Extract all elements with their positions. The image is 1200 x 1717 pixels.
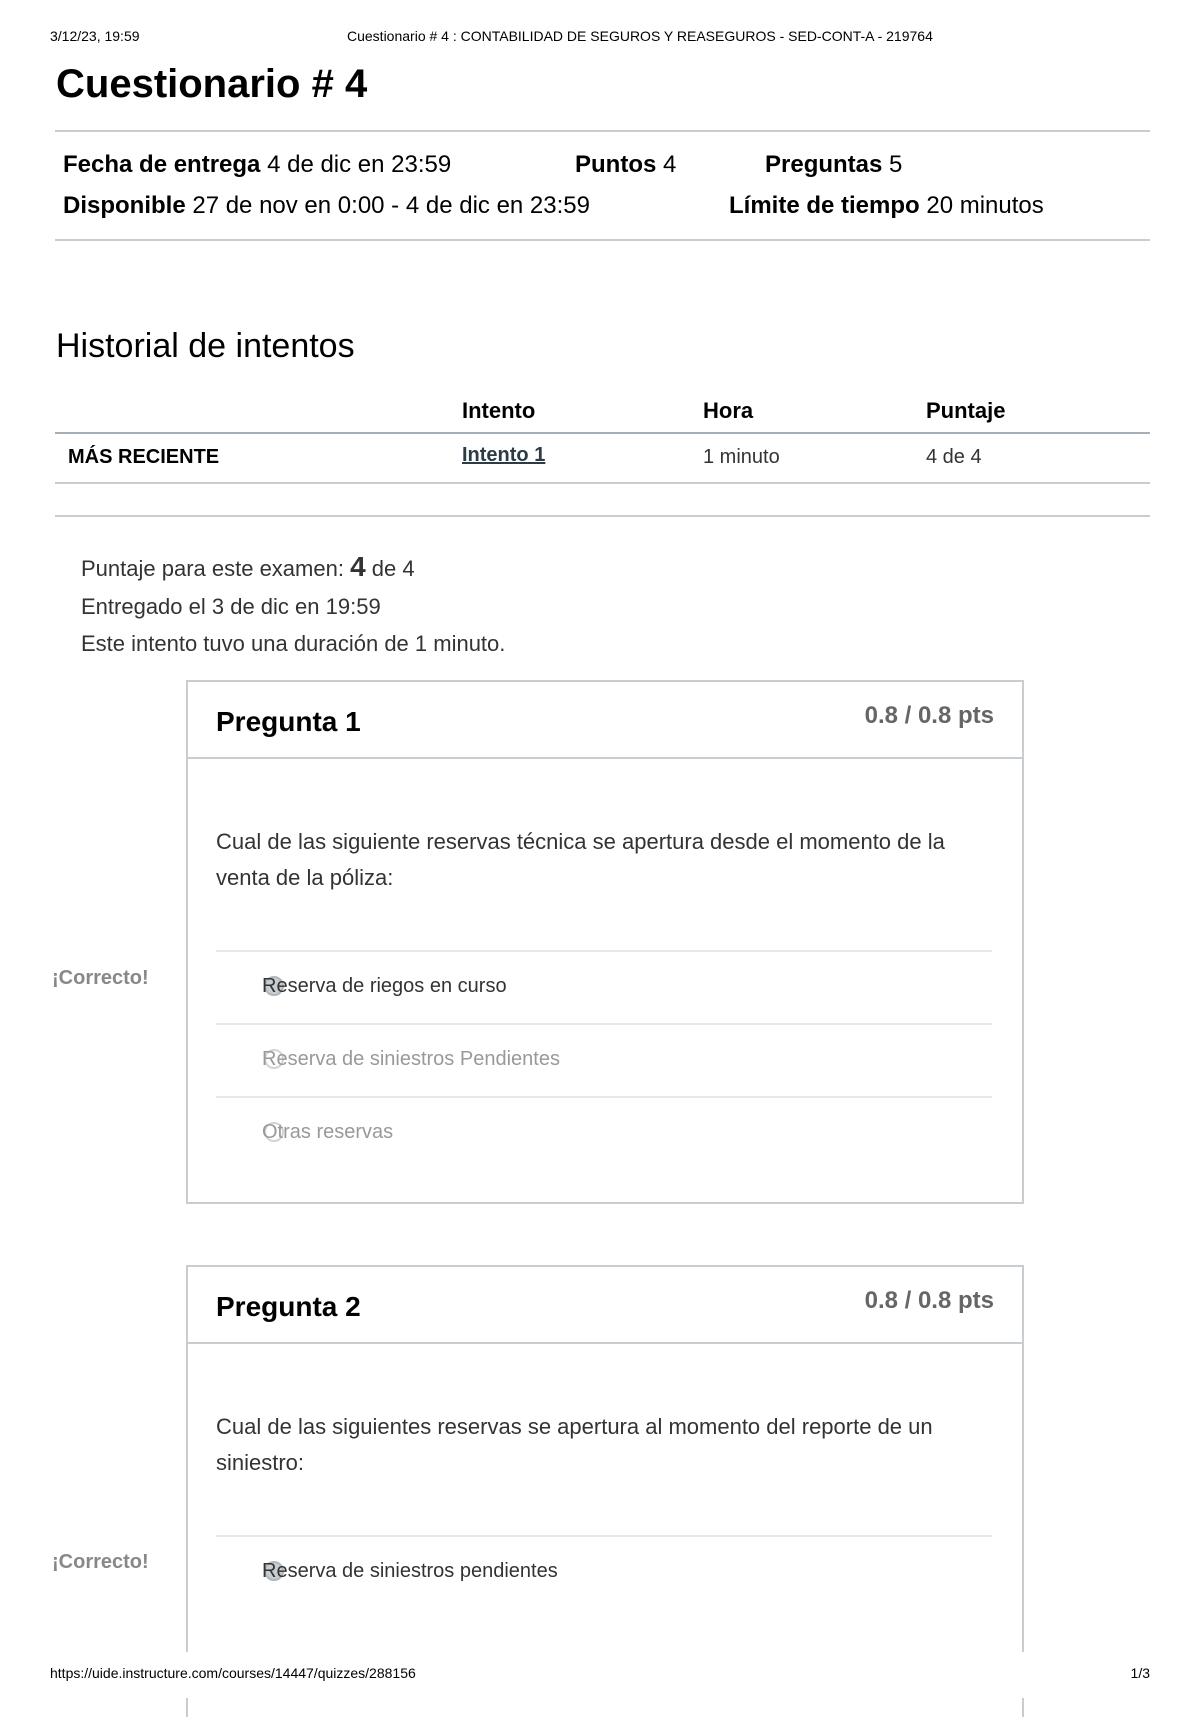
points-label: Puntos	[575, 151, 657, 178]
divider	[55, 515, 1150, 517]
answer-option[interactable]: Otras reservas	[262, 1121, 394, 1143]
correct-label: ¡Correcto!	[52, 963, 149, 994]
answer-option[interactable]: Reserva de siniestros Pendientes	[262, 1048, 560, 1070]
question-card-2	[186, 1265, 1024, 1717]
print-url: https://uide.instructure.com/courses/14447/quizzes/288156	[50, 1665, 416, 1681]
points	[575, 151, 676, 179]
question-header	[188, 682, 1022, 759]
answer-option[interactable]: Reserva de riegos en curso	[262, 975, 507, 997]
table-row-line	[55, 482, 1150, 484]
duration-text: Este intento tuvo una duración de 1 minuto.	[81, 631, 506, 656]
print-page-number: 1/3	[1130, 1665, 1150, 1681]
score-prefix: Puntaje para este examen:	[81, 556, 351, 581]
score-suffix: de 4	[365, 556, 415, 581]
page-title: Cuestionario # 4	[56, 62, 368, 106]
question-header	[188, 1267, 1022, 1344]
col-header-attempt: Intento	[462, 398, 536, 423]
questions-label: Preguntas	[765, 151, 883, 178]
score-cell: 4 de 4	[926, 446, 982, 468]
time-limit	[729, 192, 1044, 220]
due-value: 4 de dic en 23:59	[267, 151, 452, 178]
divider	[55, 130, 1150, 132]
answer-divider	[216, 1023, 992, 1025]
question-title: Pregunta 1	[216, 706, 361, 737]
answer-divider	[216, 950, 992, 952]
questions-value: 5	[889, 151, 903, 178]
available-value: 27 de nov en 0:00 - 4 de dic en 23:59	[192, 192, 590, 219]
due-date	[63, 151, 451, 179]
question-points: 0.8 / 0.8 pts	[864, 702, 994, 729]
questions-count	[765, 151, 902, 179]
time-cell: 1 minuto	[703, 446, 780, 468]
question-text: Cual de las siguientes reservas se apertura al momento del reporte de un siniestro:	[216, 1414, 933, 1475]
question-text: Cual de las siguiente reservas técnica se apertura desde el momento de la venta de la póliza:	[216, 829, 945, 890]
table-header-line	[55, 432, 1150, 434]
attempt-cell	[462, 444, 545, 467]
answer-option[interactable]: Reserva de siniestros pendientes	[262, 1560, 558, 1582]
col-header-time: Hora	[703, 398, 754, 423]
question-card-1	[186, 680, 1024, 1204]
divider	[55, 239, 1150, 241]
row-label: MÁS RECIENTE	[68, 446, 220, 468]
question-points: 0.8 / 0.8 pts	[864, 1287, 994, 1314]
history-title: Historial de intentos	[56, 327, 355, 365]
due-label: Fecha de entrega	[63, 151, 261, 178]
print-date: 3/12/23, 19:59	[50, 28, 140, 44]
exam-score	[81, 551, 415, 583]
available-label: Disponible	[63, 192, 186, 219]
col-header-score: Puntaje	[926, 398, 1006, 423]
time-limit-value: 20 minutos	[926, 192, 1044, 219]
answer-divider	[216, 1096, 992, 1098]
score-value: 4	[350, 551, 366, 582]
question-title: Pregunta 2	[216, 1291, 361, 1322]
submitted-text: Entregado el 3 de dic en 19:59	[81, 594, 381, 619]
availability	[63, 192, 590, 220]
points-value: 4	[663, 151, 677, 178]
time-limit-label: Límite de tiempo	[729, 192, 920, 219]
correct-label: ¡Correcto!	[52, 1547, 149, 1578]
print-doc-title: Cuestionario # 4 : CONTABILIDAD DE SEGUROS Y REASEGUROS - SED-CONT-A - 219764	[347, 28, 933, 44]
attempt-link[interactable]: Intento 1	[462, 444, 546, 466]
answer-divider	[216, 1535, 992, 1537]
